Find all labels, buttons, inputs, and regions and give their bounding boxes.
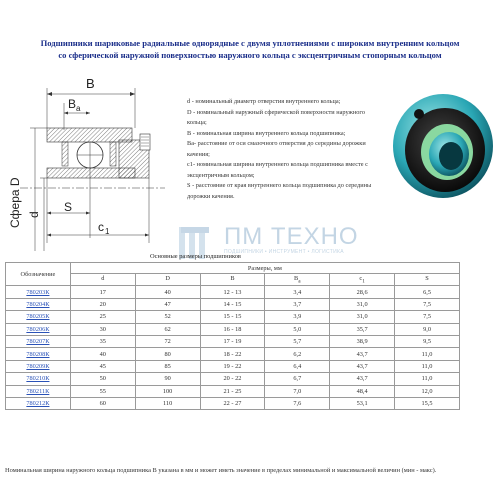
label-S: S (64, 200, 73, 214)
table-cell: 11,0 (395, 360, 460, 372)
table-cell: 11,0 (395, 348, 460, 360)
table-cell: 9,5 (395, 335, 460, 347)
table-cell: 20 (70, 298, 135, 310)
table-cell: 12,0 (395, 385, 460, 397)
table-cell: 30 (70, 323, 135, 335)
header-col-c1: $c_1$ (330, 274, 395, 286)
table-cell: 14 - 15 (200, 298, 265, 310)
table-row (6, 323, 460, 335)
dimensions-table (5, 262, 460, 410)
header-col-Ba: $B_a$ (265, 274, 330, 286)
table-cell: 5,7 (265, 335, 330, 347)
designation-link[interactable]: 780205К (6, 311, 71, 323)
desc-S: S - расстояние от края внутреннего кольца подшипника до середины дорожки качения. (187, 182, 372, 200)
table-cell: 7,5 (395, 298, 460, 310)
table-cell: 48,4 (330, 385, 395, 397)
table-cell: 53,1 (330, 397, 395, 409)
designation-link[interactable]: 780212К (6, 397, 71, 409)
table-cell: 7,5 (395, 311, 460, 323)
table-row (6, 335, 460, 347)
table-cell: 19 - 22 (200, 360, 265, 372)
table-cell: 45 (70, 360, 135, 372)
table-cell: 47 (135, 298, 200, 310)
table-cell: 3,7 (265, 298, 330, 310)
table-cell: 25 (70, 311, 135, 323)
table-cell: 22 - 27 (200, 397, 265, 409)
table-cell: 17 (70, 286, 135, 298)
table-cell: 55 (70, 385, 135, 397)
designation-link[interactable]: 780210К (6, 373, 71, 385)
watermark-text: ПМ ТЕХНО (224, 223, 359, 250)
table-cell: 15,5 (395, 397, 460, 409)
designation-link[interactable]: 780209К (6, 360, 71, 372)
table-cell: 60 (70, 397, 135, 409)
table-cell: 35,7 (330, 323, 395, 335)
table-cell: 11,0 (395, 373, 460, 385)
table-cell: 35 (70, 335, 135, 347)
header-col-d: d (70, 274, 135, 286)
table-row (6, 298, 460, 310)
table-cell: 18 - 22 (200, 348, 265, 360)
designation-link[interactable]: 780208К (6, 348, 71, 360)
table-row (6, 397, 460, 409)
page-title-line1: Подшипники шариковые радиальные однорядные с двумя уплотнениями с широким внутренним кольцом (40, 38, 460, 48)
table-cell: 43,7 (330, 373, 395, 385)
bearing-photo (383, 88, 497, 202)
table-cell: 31,0 (330, 311, 395, 323)
table-cell: 40 (135, 286, 200, 298)
table-cell: 6,5 (395, 286, 460, 298)
header-dimensions: Размеры, мм (70, 263, 459, 274)
table-cell: 28,6 (330, 286, 395, 298)
table-row (6, 360, 460, 372)
desc-B: B - номинальная ширина внутреннего кольца подшипника; (187, 129, 346, 137)
label-B: B (86, 76, 95, 91)
table-cell: 72 (135, 335, 200, 347)
table-cell: 38,9 (330, 335, 395, 347)
table-cell: 7,6 (265, 397, 330, 409)
table-cell: 9,0 (395, 323, 460, 335)
table-cell: 17 - 19 (200, 335, 265, 347)
table-cell: 3,9 (265, 311, 330, 323)
table-row (6, 311, 460, 323)
table-cell: 110 (135, 397, 200, 409)
designation-link[interactable]: 780203К (6, 286, 71, 298)
table-cell: 80 (135, 348, 200, 360)
label-c1-sub: 1 (105, 227, 110, 236)
table-cell: 12 - 13 (200, 286, 265, 298)
table-cell: 100 (135, 385, 200, 397)
label-c1: c (98, 220, 104, 234)
label-sphere-D: Сфера D (8, 177, 22, 228)
table-cell: 15 - 15 (200, 311, 265, 323)
table-cell: 52 (135, 311, 200, 323)
desc-d: d - номинальный диаметр отверстия внутреннего кольца; (187, 98, 341, 105)
header-col-D: D (135, 274, 200, 286)
desc-D: D - номинальный наружный сферической поверхности наружного кольца; (187, 108, 365, 126)
designation-link[interactable]: 780204К (6, 298, 71, 310)
table-cell: 3,4 (265, 286, 330, 298)
label-Ba: B (68, 97, 77, 111)
table-cell: 6,2 (265, 348, 330, 360)
header-col-S: S (395, 274, 460, 286)
table-cell: 50 (70, 373, 135, 385)
header-col-B: B (200, 274, 265, 286)
label-d: d (27, 211, 41, 218)
footnote: Номинальная ширина наружного кольца подшипника B указана в мм и может иметь значение в пределах минимальной и максимальной величин (мин - макс). (5, 467, 437, 474)
table-cell: 5,0 (265, 323, 330, 335)
desc-Ba: Ba- расстояние от оси смазочного отверстия до середины дорожки качения; (187, 140, 366, 158)
page-title-line2: со сферической наружной поверхностью наружного кольца с эксцентричным стопорным кольцом (58, 50, 442, 60)
table-row (6, 286, 460, 298)
table-cell: 20 - 22 (200, 373, 265, 385)
table-cell: 6,7 (265, 373, 330, 385)
table-cell: 43,7 (330, 360, 395, 372)
table-row (6, 373, 460, 385)
table-cell: 40 (70, 348, 135, 360)
desc-c1: c1- номинальная ширина внутреннего кольца подшипника вместе с эксцентричным кольцом; (187, 161, 368, 179)
dimension-descriptions (187, 97, 385, 202)
table-row (6, 348, 460, 360)
bearing-drawing (0, 68, 185, 251)
table-cell: 6,4 (265, 360, 330, 372)
table-row (6, 385, 460, 397)
header-designation: Обозначение (6, 263, 71, 286)
table-cell: 90 (135, 373, 200, 385)
table-cell: 7,0 (265, 385, 330, 397)
label-Ba-sub: a (76, 104, 81, 113)
table-cell: 85 (135, 360, 200, 372)
table-cell: 62 (135, 323, 200, 335)
table-cell: 43,7 (330, 348, 395, 360)
designation-link[interactable]: 780207К (6, 335, 71, 347)
designation-link[interactable]: 780211К (6, 385, 71, 397)
watermark-subtext: ПОДШИПНИКИ • ИНСТРУМЕНТ • ЛОГИСТИКА (224, 249, 344, 255)
table-cell: 31,0 (330, 298, 395, 310)
designation-link[interactable]: 780206К (6, 323, 71, 335)
table-caption: Основные размеры подшипников (150, 253, 241, 260)
table-cell: 16 - 18 (200, 323, 265, 335)
table-cell: 21 - 25 (200, 385, 265, 397)
